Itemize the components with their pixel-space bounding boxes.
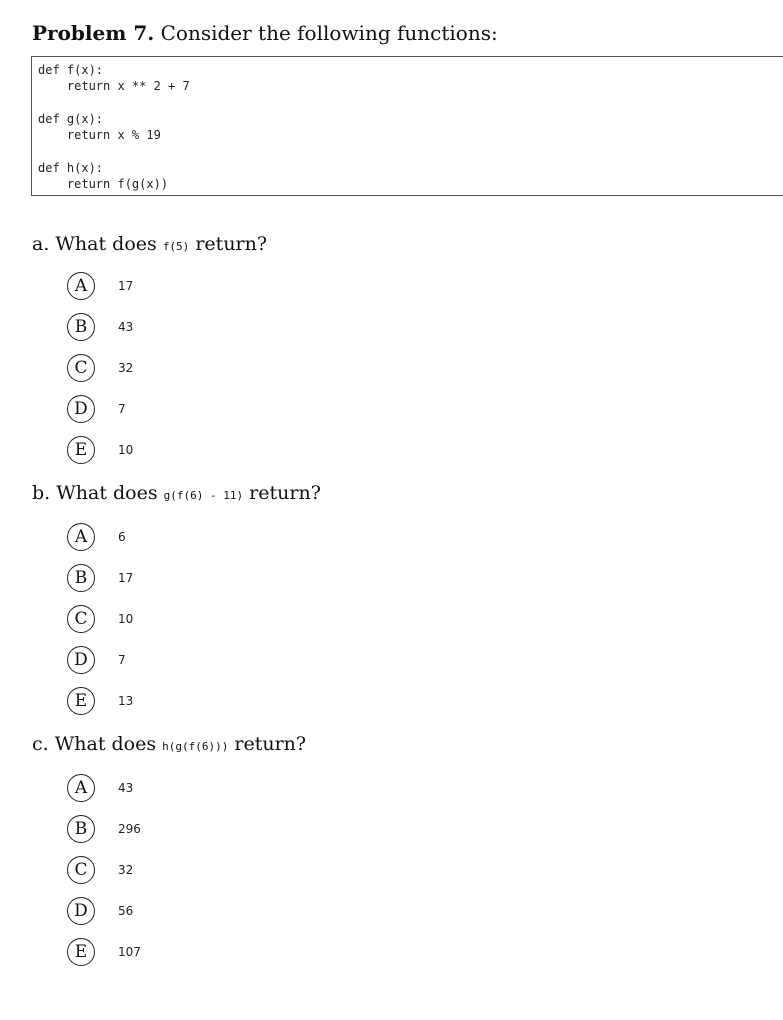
question-c-option-d[interactable]: [67, 896, 133, 926]
option-bubble[interactable]: A: [67, 272, 95, 300]
option-bubble[interactable]: A: [67, 774, 95, 802]
option-bubble[interactable]: D: [67, 897, 95, 925]
option-bubble[interactable]: D: [67, 646, 95, 674]
option-bubble[interactable]: E: [67, 436, 95, 464]
option-value: 17: [118, 571, 134, 585]
question-c-option-c[interactable]: [67, 855, 133, 885]
question-b-option-d[interactable]: [67, 645, 126, 675]
question-c-prefix: c. What does: [32, 733, 163, 755]
question-a-option-d[interactable]: [67, 394, 126, 424]
question-c-option-b[interactable]: [67, 814, 141, 844]
question-c: [32, 732, 306, 759]
option-value: 10: [118, 443, 134, 457]
question-c-code: h(g(f(6))): [162, 740, 229, 753]
option-bubble[interactable]: E: [67, 938, 95, 966]
code-line: return x % 19: [38, 128, 161, 142]
question-b-prefix: b. What does: [32, 482, 164, 504]
option-value: 32: [118, 361, 134, 375]
option-value: 7: [118, 653, 126, 667]
question-a-prefix: a. What does: [32, 233, 163, 255]
question-a-option-a[interactable]: [67, 271, 133, 301]
option-bubble[interactable]: D: [67, 395, 95, 423]
code-block: [31, 56, 783, 196]
code-line: def g(x):: [38, 112, 104, 126]
question-a-suffix: return?: [189, 233, 268, 255]
question-b-option-c[interactable]: [67, 604, 133, 634]
question-b-code: g(f(6) - 11): [163, 489, 244, 502]
code-line: return x ** 2 + 7: [38, 79, 190, 93]
question-c-option-e[interactable]: [67, 937, 141, 967]
option-bubble[interactable]: A: [67, 523, 95, 551]
question-a-option-b[interactable]: [67, 312, 133, 342]
option-bubble[interactable]: C: [67, 354, 95, 382]
option-value: 32: [118, 863, 134, 877]
option-bubble[interactable]: B: [67, 313, 95, 341]
code-line: return f(g(x)): [38, 177, 169, 191]
question-a-option-e[interactable]: [67, 435, 133, 465]
option-value: 107: [118, 945, 141, 959]
option-bubble[interactable]: C: [67, 856, 95, 884]
question-b-option-e[interactable]: [67, 686, 133, 716]
option-value: 43: [118, 320, 134, 334]
question-c-option-a[interactable]: [67, 773, 133, 803]
problem-label: Problem 7.: [32, 21, 155, 45]
question-b-suffix: return?: [243, 482, 321, 504]
option-value: 43: [118, 781, 134, 795]
option-bubble[interactable]: E: [67, 687, 95, 715]
option-value: 13: [118, 694, 134, 708]
question-c-suffix: return?: [228, 733, 307, 755]
option-value: 296: [118, 822, 141, 836]
problem-prompt: Consider the following functions:: [160, 21, 498, 45]
question-b-option-b[interactable]: [67, 563, 133, 593]
question-a-code: f(5): [162, 240, 190, 253]
option-value: 7: [118, 402, 126, 416]
question-b-option-a[interactable]: [67, 522, 126, 552]
code-line: def h(x):: [38, 161, 104, 175]
option-value: 6: [118, 530, 126, 544]
option-value: 56: [118, 904, 134, 918]
option-value: 10: [118, 612, 134, 626]
question-b: [32, 481, 321, 508]
option-bubble[interactable]: B: [67, 815, 95, 843]
option-bubble[interactable]: B: [67, 564, 95, 592]
question-a: [32, 232, 267, 259]
question-a-option-c[interactable]: [67, 353, 133, 383]
option-value: 17: [118, 279, 134, 293]
option-bubble[interactable]: C: [67, 605, 95, 633]
code-line: def f(x):: [38, 63, 104, 77]
problem-header: [32, 20, 498, 46]
